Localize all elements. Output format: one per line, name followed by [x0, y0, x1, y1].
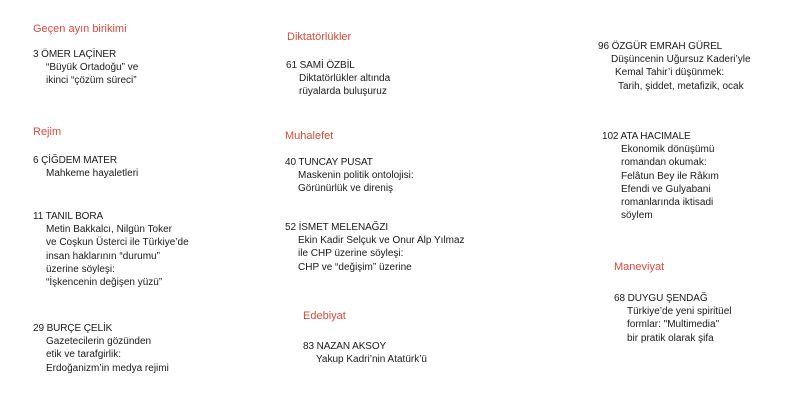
toc-entry[interactable] [285, 221, 465, 274]
section-heading-diktatorlukler: Diktatörlükler [287, 31, 352, 43]
entry-line: etik ve tarafgirlik: [46, 349, 122, 361]
entry-line: Felâtun Bey ile Râkım [621, 170, 719, 182]
entry-line: Ekonomik dönüşümü [621, 144, 715, 156]
entry-title: 11 TANIL BORA [33, 211, 104, 222]
entry-line: “Büyük Ortadoğu” ve [46, 62, 139, 74]
entry-line: ikinci “çözüm süreci” [46, 75, 137, 87]
entry-line: Erdoğanizm’in medya rejimi [46, 362, 169, 374]
entry-title: 96 ÖZGÜR EMRAH GÜREL [598, 41, 723, 52]
toc-entry[interactable] [303, 340, 427, 366]
entry-line: üzerine söyleşi: [46, 263, 115, 275]
section-heading-gecen-ayin-birikimi: Geçen ayın birikimi [33, 23, 127, 35]
entry-line: söylem [621, 210, 653, 222]
entry-line: Maskenin politik ontolojisi: [298, 170, 414, 182]
entry-line: Düşüncenin Uğursuz Kaderi’yle [611, 54, 751, 66]
section-heading-maneviyat: Maneviyat [614, 261, 665, 273]
toc-entry[interactable] [614, 292, 732, 345]
entry-line: Görünürlük ve direniş [298, 183, 394, 195]
section-heading-edebiyat: Edebiyat [303, 310, 346, 322]
entry-title: 29 BURÇE ÇELİK [33, 323, 113, 334]
entry-title: 3 ÖMER LAÇİNER [33, 49, 117, 60]
entry-title: 68 DUYGU ŞENDAĞ [614, 293, 708, 304]
toc-entry[interactable] [598, 40, 751, 93]
entry-line: ile CHP üzerine söyleşi: [298, 248, 404, 260]
entry-title: 6 ÇİĞDEM MATER [33, 155, 117, 166]
toc-entry[interactable] [285, 156, 414, 196]
entry-line: bir pratik olarak şifa [627, 332, 714, 344]
toc-entry[interactable] [33, 210, 189, 289]
entry-line: Ekin Kadir Selçuk ve Onur Alp Yılmaz [298, 235, 465, 247]
entry-line: Mahkeme hayaletleri [46, 168, 139, 180]
entry-line: Türkiye’de yeni spiritüel [627, 306, 732, 318]
toc-entry[interactable] [33, 322, 169, 375]
toc-entry[interactable] [33, 48, 138, 88]
entry-line: Metin Bakkalcı, Nilgün Toker [46, 224, 172, 236]
entry-line: CHP ve “değişim” üzerine [298, 261, 412, 273]
entry-title: 52 İSMET MELENAĞZI [285, 222, 389, 233]
entry-title: 102 ATA HACIMALE [602, 131, 691, 142]
entry-line: Efendi ve Gulyabani [621, 183, 711, 195]
entry-line: “İşkencenin değişen yüzü” [46, 277, 163, 289]
toc-entry[interactable] [286, 59, 390, 99]
entry-line: rüyalarda buluşuruz [299, 86, 387, 98]
entry-title: 40 TUNCAY PUSAT [285, 157, 373, 168]
entry-line: ve Coşkun Üsterci ile Türkiye’de [46, 237, 189, 249]
entry-line: Kemal Tahir’i düşünmek: [615, 67, 725, 79]
entry-line: Gazetecilerin gözünden [46, 336, 152, 348]
toc-entry[interactable] [602, 130, 719, 222]
entry-line: romandan okumak: [621, 157, 707, 169]
entry-line: formlar: "Multimedia" [627, 319, 720, 331]
entry-line: Yakup Kadri’nin Atatürk’ü [316, 354, 427, 366]
entry-line: romanlarında iktisadi [621, 197, 714, 209]
entry-title: 83 NAZAN AKSOY [303, 341, 387, 352]
entry-line: Diktatörlükler altında [299, 73, 391, 85]
entry-line: Tarih, şiddet, metafizik, ocak [618, 80, 744, 92]
entry-title: 61 SAMİ ÖZBİL [286, 60, 355, 71]
entry-line: insan haklarının “durumu” [46, 250, 160, 262]
section-heading-rejim: Rejim [33, 126, 62, 138]
toc-entry[interactable] [33, 154, 138, 180]
section-heading-muhalefet: Muhalefet [285, 130, 334, 142]
